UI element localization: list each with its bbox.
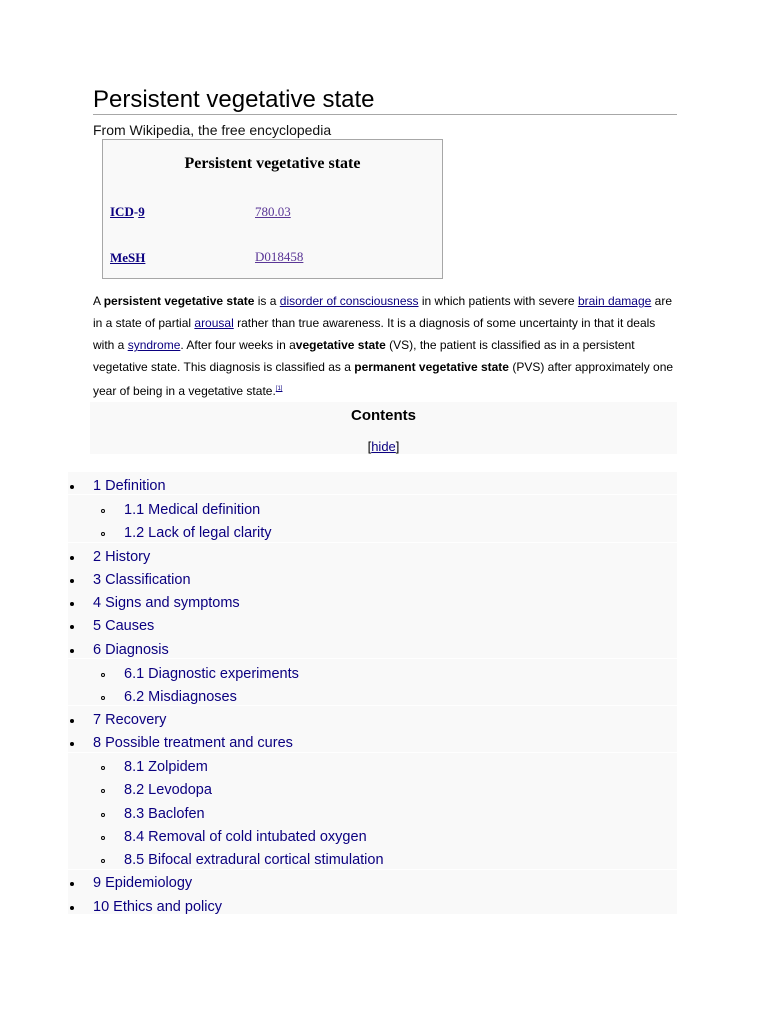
intro-text: is a [254,294,280,308]
toc-item-bullet [70,602,74,606]
toc-item-bullet [70,742,74,746]
toc-item-bullet [70,485,74,489]
toc-item[interactable]: 2 History [93,549,151,565]
toc-item[interactable]: 3 Classification [93,572,191,588]
icd9-value [255,204,291,220]
link-disorder-of-consciousness[interactable]: disorder of consciousness [279,294,419,308]
icd9-label [110,204,145,220]
toc-item[interactable]: 6 Diagnosis [93,642,169,658]
toc-item[interactable]: 10 Ethics and policy [93,899,222,915]
page-subtitle: From Wikipedia, the free encyclopedia [93,122,332,138]
infobox [102,139,443,279]
toc-subitem[interactable]: 1.2 Lack of legal clarity [124,525,272,541]
toc-item-bullet [70,719,74,723]
toc-item[interactable]: 4 Signs and symptoms [93,595,240,611]
intro-bold-term: permanent vegetative state [354,360,509,374]
mesh-label [110,250,145,266]
toc-bracket: ] [395,439,400,454]
toc-subitem-bullet [101,766,105,770]
toc-hide [90,439,677,454]
icd-link[interactable]: ICD [110,204,134,219]
intro-text: (VS), the patient is classified as in a persistent vegetative state. This diagnosis is classified as a [93,338,635,374]
mesh-value-link[interactable]: D018458 [255,249,304,264]
toc-title: Contents [351,407,416,424]
icd-separator: - [133,204,139,219]
intro-bold-term: vegetative state [295,338,386,352]
toc-item-bullet [70,882,74,886]
mesh-link[interactable]: MeSH [110,250,146,265]
toc-subitem-bullet [101,859,105,863]
intro-text: are in a state of partial [93,294,673,330]
intro-paragraph [93,290,677,402]
toc-subitem-bullet [101,532,105,536]
reference-link[interactable]: [1] [275,386,283,392]
toc-item-bullet [70,556,74,560]
toc-subitem[interactable]: 8.1 Zolpidem [124,759,208,775]
page-title: Persistent vegetative state [93,86,677,115]
toc-subitem[interactable]: 6.2 Misdiagnoses [124,689,237,705]
icd9-value-link[interactable]: 780.03 [255,204,291,219]
toc-hide-link[interactable]: hide [371,439,396,454]
link-brain-damage[interactable]: brain damage [577,294,652,308]
infobox-title: Persistent vegetative state [184,155,361,172]
toc-subitem[interactable]: 1.1 Medical definition [124,502,261,518]
toc-item-bullet [70,906,74,910]
toc-subitem-bullet [101,673,105,677]
toc-subitem-bullet [101,836,105,840]
intro-text: rather than true awareness. It is a diagnosis of some uncertainty in that it deals with a [93,316,656,352]
toc-subitem-bullet [101,789,105,793]
toc-header [90,402,677,454]
link-arousal[interactable]: arousal [194,316,234,330]
intro-text: . After four weeks in a [180,338,296,352]
toc-subitem[interactable]: 6.1 Diagnostic experiments [124,666,299,682]
toc-subitem[interactable]: 8.2 Levodopa [124,782,212,798]
toc-item[interactable]: 8 Possible treatment and cures [93,735,293,751]
toc-subitem-bullet [101,509,105,513]
toc-item[interactable]: 7 Recovery [93,712,167,728]
link-syndrome[interactable]: syndrome [127,338,181,352]
toc-item-bullet [70,649,74,653]
toc-bracket: [ [367,439,372,454]
toc-subitem[interactable]: 8.4 Removal of cold intubated oxygen [124,829,367,845]
toc-subitem[interactable]: 8.3 Baclofen [124,806,205,822]
intro-text: A [93,294,104,308]
toc-item[interactable]: 9 Epidemiology [93,875,193,891]
toc-item[interactable]: 1 Definition [93,478,166,494]
mesh-value [255,249,303,265]
intro-bold-term: persistent vegetative state [103,294,255,308]
toc-item[interactable]: 5 Causes [93,618,155,634]
icd9-link[interactable]: 9 [138,204,145,219]
toc-subitem-bullet [101,813,105,817]
toc-subitem[interactable]: 8.5 Bifocal extradural cortical stimulation [124,852,384,868]
toc-item-bullet [70,579,74,583]
intro-text: (PVS) after approximately one year of being in a vegetative state. [93,360,674,398]
toc-subitem-bullet [101,696,105,700]
toc-item-bullet [70,625,74,629]
intro-text: in which patients with severe [418,294,578,308]
